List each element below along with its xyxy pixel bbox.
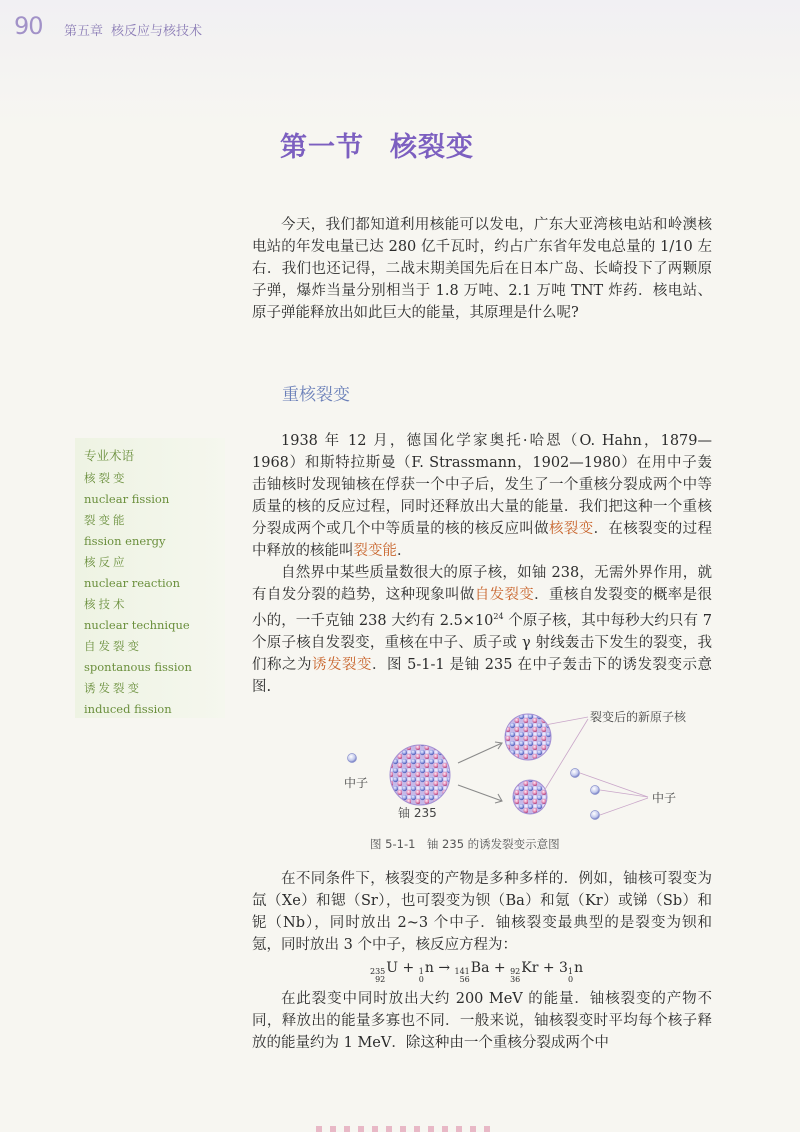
paragraph-spontaneous-text: 自然界中某些质量数很大的原子核，如铀 238，无需外界作用，就有自发分裂的趋势，这种现象叫做自发裂变．重核自发裂变的概率是很小的，一千克铀 238 大约有 $2.5\times 10^{24}$ 个原子核，其中每秒大约只有 7 个原子核自发裂变，重核在中子、质子或 γ 射线轰击下发生的裂变，我们称之为诱发裂变．图 5-1-1 是铀 235 在中子轰击下的诱发裂变示意图. xyxy=(252,565,713,695)
paragraph-fission xyxy=(252,430,712,698)
section-name: 核裂变 xyxy=(390,132,474,163)
glossary-title: 专业术语 xyxy=(84,448,135,463)
glossary-term: nuclear reaction xyxy=(84,576,180,590)
emitted-neutron xyxy=(591,786,600,795)
leader-neutrons xyxy=(600,790,648,797)
arrow-icon: → xyxy=(438,960,451,976)
paragraph-energy-text: 在此裂变中同时放出大约 200 MeV 的能量．铀核裂变的产物不同，释放出的能量多寡也不同．一般来说，铀核裂变时平均每个核子释放的能量约为 1 MeV．除这种由一个重核分裂成两个中 xyxy=(252,991,712,1051)
glossary-list xyxy=(84,468,192,720)
label-neutrons-out: 中子 xyxy=(652,791,677,805)
glossary-term: spontanous fission xyxy=(84,660,192,674)
figure-caption: 图 5-1-1 铀 235 的诱发裂变示意图 xyxy=(370,837,560,851)
uranium-nucleus xyxy=(390,745,450,805)
paragraph-energy xyxy=(252,988,712,1054)
fragment-nucleus-small xyxy=(513,780,547,814)
page-title xyxy=(280,125,474,164)
reaction-equation: 235 92 U + 1 0 n → 141 56 Ba + 92 36 Kr + 3 1 0 n xyxy=(370,960,584,984)
leader-new-nuclei xyxy=(545,717,588,725)
leader-neutrons xyxy=(580,773,648,797)
term-induced-fission: 诱发裂变 xyxy=(312,656,372,673)
term-fission-energy: 裂变能 xyxy=(353,543,397,559)
emitted-neutron xyxy=(571,769,580,778)
paragraph-products xyxy=(252,868,712,956)
intro-paragraph xyxy=(252,214,712,324)
label-new-nuclei: 裂变后的新原子核 xyxy=(590,710,687,724)
glossary-term: induced fission xyxy=(84,702,172,716)
chapter-header xyxy=(64,20,210,39)
bottom-edge-marks xyxy=(0,1120,800,1132)
fragment-nucleus-large xyxy=(505,714,551,760)
leader-new-nuclei xyxy=(544,719,588,791)
section-number: 第一节 xyxy=(280,132,364,163)
glossary-term: fission energy xyxy=(84,534,166,548)
glossary-term: 核反应 xyxy=(84,555,128,569)
emitted-neutron xyxy=(591,811,600,820)
chapter-title: 核反应与核技术 xyxy=(111,24,203,39)
chapter-number: 第五章 xyxy=(64,24,104,39)
glossary-term: 核裂变 xyxy=(84,471,128,485)
arrow-up xyxy=(458,743,502,763)
glossary-term: 裂变能 xyxy=(84,513,128,527)
term-spontaneous-fission: 自发裂变 xyxy=(474,587,535,603)
label-uranium: 铀 235 xyxy=(398,806,437,820)
incoming-neutron xyxy=(348,754,357,763)
subheading: 重核裂变 xyxy=(282,385,350,405)
term-nuclear-fission: 核裂变 xyxy=(549,521,594,537)
glossary-term: nuclear fission xyxy=(84,492,170,506)
glossary-term: nuclear technique xyxy=(84,618,190,632)
glossary-term: 核技术 xyxy=(84,597,128,611)
glossary-term: 诱发裂变 xyxy=(84,681,142,695)
fission-diagram xyxy=(330,705,730,835)
page-number: 90 xyxy=(14,12,43,40)
glossary-term: 自发裂变 xyxy=(84,639,142,653)
arrow-down xyxy=(458,785,502,801)
label-neutron: 中子 xyxy=(344,776,369,790)
leader-neutrons xyxy=(600,798,648,815)
intro-text: 今天，我们都知道利用核能可以发电，广东大亚湾核电站和岭澳核电站的年发电量已达 280 亿千瓦时，约占广东省年发电总量的 1/10 左右．我们也还记得，二战末期美国先后在日本广岛、长崎投下了两颗原子弹，爆炸当量分别相当于 1.8 万吨、2.1 万吨 TNT 炸药．核电站、原子弹能释放出如此巨大的能量，其原理是什么呢? xyxy=(252,217,712,321)
paragraph-products-text: 在不同条件下，核裂变的产物是多种多样的．例如，铀核可裂变为氙（Xe）和锶（Sr），也可裂变为钡（Ba）和氪（Kr）或锑（Sb）和铌（Nb），同时放出 2~3 个中子．铀核裂变最典型的是裂变为钡和氪，同时放出 3 个中子，核反应方程为： xyxy=(252,871,712,953)
paragraph-fission-text: 1938 年 12 月，德国化学家奥托·哈恩（O. Hahn，1879—1968）和斯特拉斯曼（F. Strassmann，1902—1980）在用中子轰击铀核时发现铀核在俘获一个中子后，发生了一个重核分裂成两个中等质量的核的反应过程，同时还释放出大量的能量．我们把这种一个重核分裂成两个或几个中等质量的核的核反应叫做核裂变．在核裂变的过程中释放的核能叫裂变能． xyxy=(252,433,713,559)
